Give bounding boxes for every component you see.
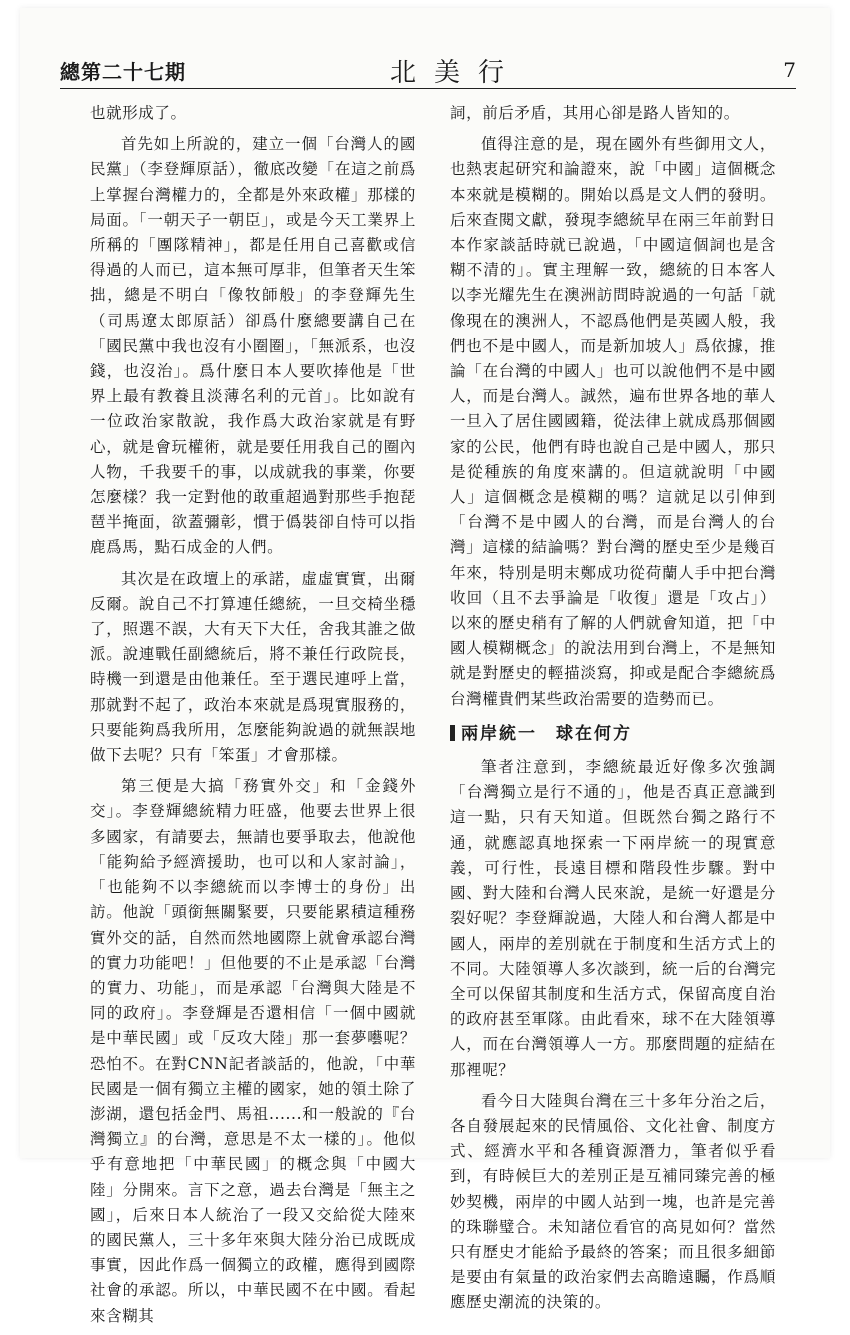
- right-column: [450, 101, 776, 1322]
- paragraph: 首先如上所說的，建立一個「台灣人的國民黨」（李登輝原話），徹底改變「在這之前爲上掌握台灣權力的，全都是外來政權」那樣的局面。「一朝天子一朝臣」，或是今天工業界上所稱的「團隊精神」，都是任用自己喜歡或信得過的人而已，這本無可厚非，但筆者天生笨拙，總是不明白「像牧師般」的李登輝先生（司馬遼太郎原話）卻爲什麼總要講自己在「國民黨中我也沒有小圈圈」，「無派系，也沒錢，也沒治」。爲什麼日本人要吹捧他是「世界上最有教養且淡薄名利的元首」。比如說有一位政治家散說，我作爲大政治家就是有野心，就是會玩權術，就是要任用我自己的圈內人物，千我要千的事，以成就我的事業，你要怎麼樣？我一定對他的敢重超過對那些手抱琵琶半掩面，欲蓋彌彰，慣于僞裝卻自恃可以指鹿爲馬，點石成金的人們。: [90, 135, 416, 557]
- section-title: 兩岸統一 球在何方: [461, 723, 632, 744]
- magazine-page: [20, 8, 830, 1325]
- heading-marker: [450, 725, 455, 741]
- section-heading: [450, 722, 776, 747]
- paragraph: 也就形成了。: [90, 104, 187, 122]
- paragraph: 看今日大陸與台灣在三十多年分治之后，各自發展起來的民情風俗、文化社會、制度方式、經濟水平和各種資源潛力，筆者似乎看到，有時候巨大的差別正是互補同臻完善的極妙契機，兩岸的中國人站到一塊，也許是完善的珠聯璧合。未知諸位看官的高見如何？當然只有歷史才能給予最終的答案；而且很多細節是要由有氣量的政治家們去高瞻遠矚，作爲順應歷史潮流的決策的。: [450, 1091, 776, 1312]
- issue-number: 總第二十七期: [60, 60, 186, 84]
- paragraph: 詞，前后矛盾，其用心卻是路人皆知的。: [450, 104, 740, 122]
- paragraph: 筆者注意到，李總統最近好像多次強調「台灣獨立是行不通的」，他是否真正意識到這一點，只有天知道。但既然台獨之路行不通，就應認真地探索一下兩岸統一的現實意義，可行性，長遠目標和階段性步驟。對中國、對大陸和台灣人民來說，是統一好還是分裂好呢？李登輝說過，大陸人和台灣人都是中國人，兩岸的差別就在于制度和生活方式上的不同。大陸領導人多次談到，統一后的台灣完全可以保留其制度和生活方式，保留高度自治的政府甚至軍隊。由此看來，球不在大陸領導人，而在台灣領導人一方。那麼問題的症結在那裡呢？: [450, 758, 776, 1079]
- paragraph: 第三便是大搞「務實外交」和「金錢外交」。李登輝總統精力旺盛，他要去世界上很多國家，有請要去，無請也要爭取去，他說他「能夠給予經濟援助，也可以和人家討論」，「也能夠不以李總統而以李博士的身份」出訪。他說「頭銜無關緊要，只要能累積這種務實外交的話，自然而然地國際上就會承認台灣的實力功能吧！」但他要的不止是承認「台灣的實力、功能」，而是承認「台灣與大陸是不同的政府」。李登輝是否還相信「一個中國就是中華民國」或「反攻大陸」那一套夢囈呢？恐怕不。在對CNN記者談話的，他說，「中華民國是一個有獨立主權的國家，她的領土除了澎湖，還包括金門、馬祖......和一般說的『台灣獨立』的台灣，意思是不太一樣的」。他似乎有意地把「中華民國」的概念與「中國大陸」分開來。言下之意，過去台灣是「無主之國」，后來日本人統治了一段又交給從大陸來的國民黨人，三十多年來與大陸分治已成既成事實，因此作爲一個獨立的政權，應得到國際社會的承認。所以，中華民國不在中國。看起來含糊其: [90, 777, 416, 1325]
- left-column: [90, 101, 416, 1335]
- page-header: [60, 52, 796, 88]
- page-number: 7: [783, 58, 796, 82]
- paragraph: 其次是在政壇上的承諾，虛虛實實，出爾反爾。說自己不打算連任總統，一旦交椅坐穩了，照選不誤，大有天下大任，舍我其誰之做派。說連戰任副總統后，將不兼任行政院長，時機一到還是由他兼任。至于選民連呼上當，那就對不起了，政治本來就是爲現實服務的，只要能夠爲我所用，怎麼能夠說過的就無誤地做下去呢？只有「笨蛋」才會那樣。: [90, 569, 416, 765]
- header-rule: [60, 88, 796, 89]
- paragraph: 值得注意的是，現在國外有些御用文人，也熱衷起研究和論證來，說「中國」這個概念本來就是模糊的。開始以爲是文人們的發明。后來查閱文獻，發現李總統早在兩三年前對日本作家談話時就已說過，「中國這個詞也是含糊不清的」。實主理解一致，總統的日本客人以李光耀先生在澳洲訪問時說過的一句話「就像現在的澳洲人，不認爲他們是英國人般，我們也不是中國人，而是新加坡人」爲依據，推論「在台灣的中國人」也可以說他們不是中國人，而是台灣人。誠然，遍布世界各地的華人一旦入了居住國國籍，從法律上就成爲那個國家的公民，他們有時也說自己是中國人，那只是從種族的角度來講的。但這就說明「中國人」這個概念是模糊的嗎？這就足以引伸到「台灣不是中國人的台灣，而是台灣人的台灣」這樣的結論嗎？對台灣的歷史至少是幾百年來，特別是明末鄭成功從荷蘭人手中把台灣收回（且不去爭論是「收復」還是「攻占」）以來的歷史稍有了解的人們就會知道，把「中國人模糊概念」的說法用到台灣上，不是無知就是對歷史的輕描淡寫，抑或是配合李總統爲台灣權貴們某些政治需要的造勢而已。: [450, 135, 776, 708]
- magazine-title: 北美行: [390, 58, 523, 88]
